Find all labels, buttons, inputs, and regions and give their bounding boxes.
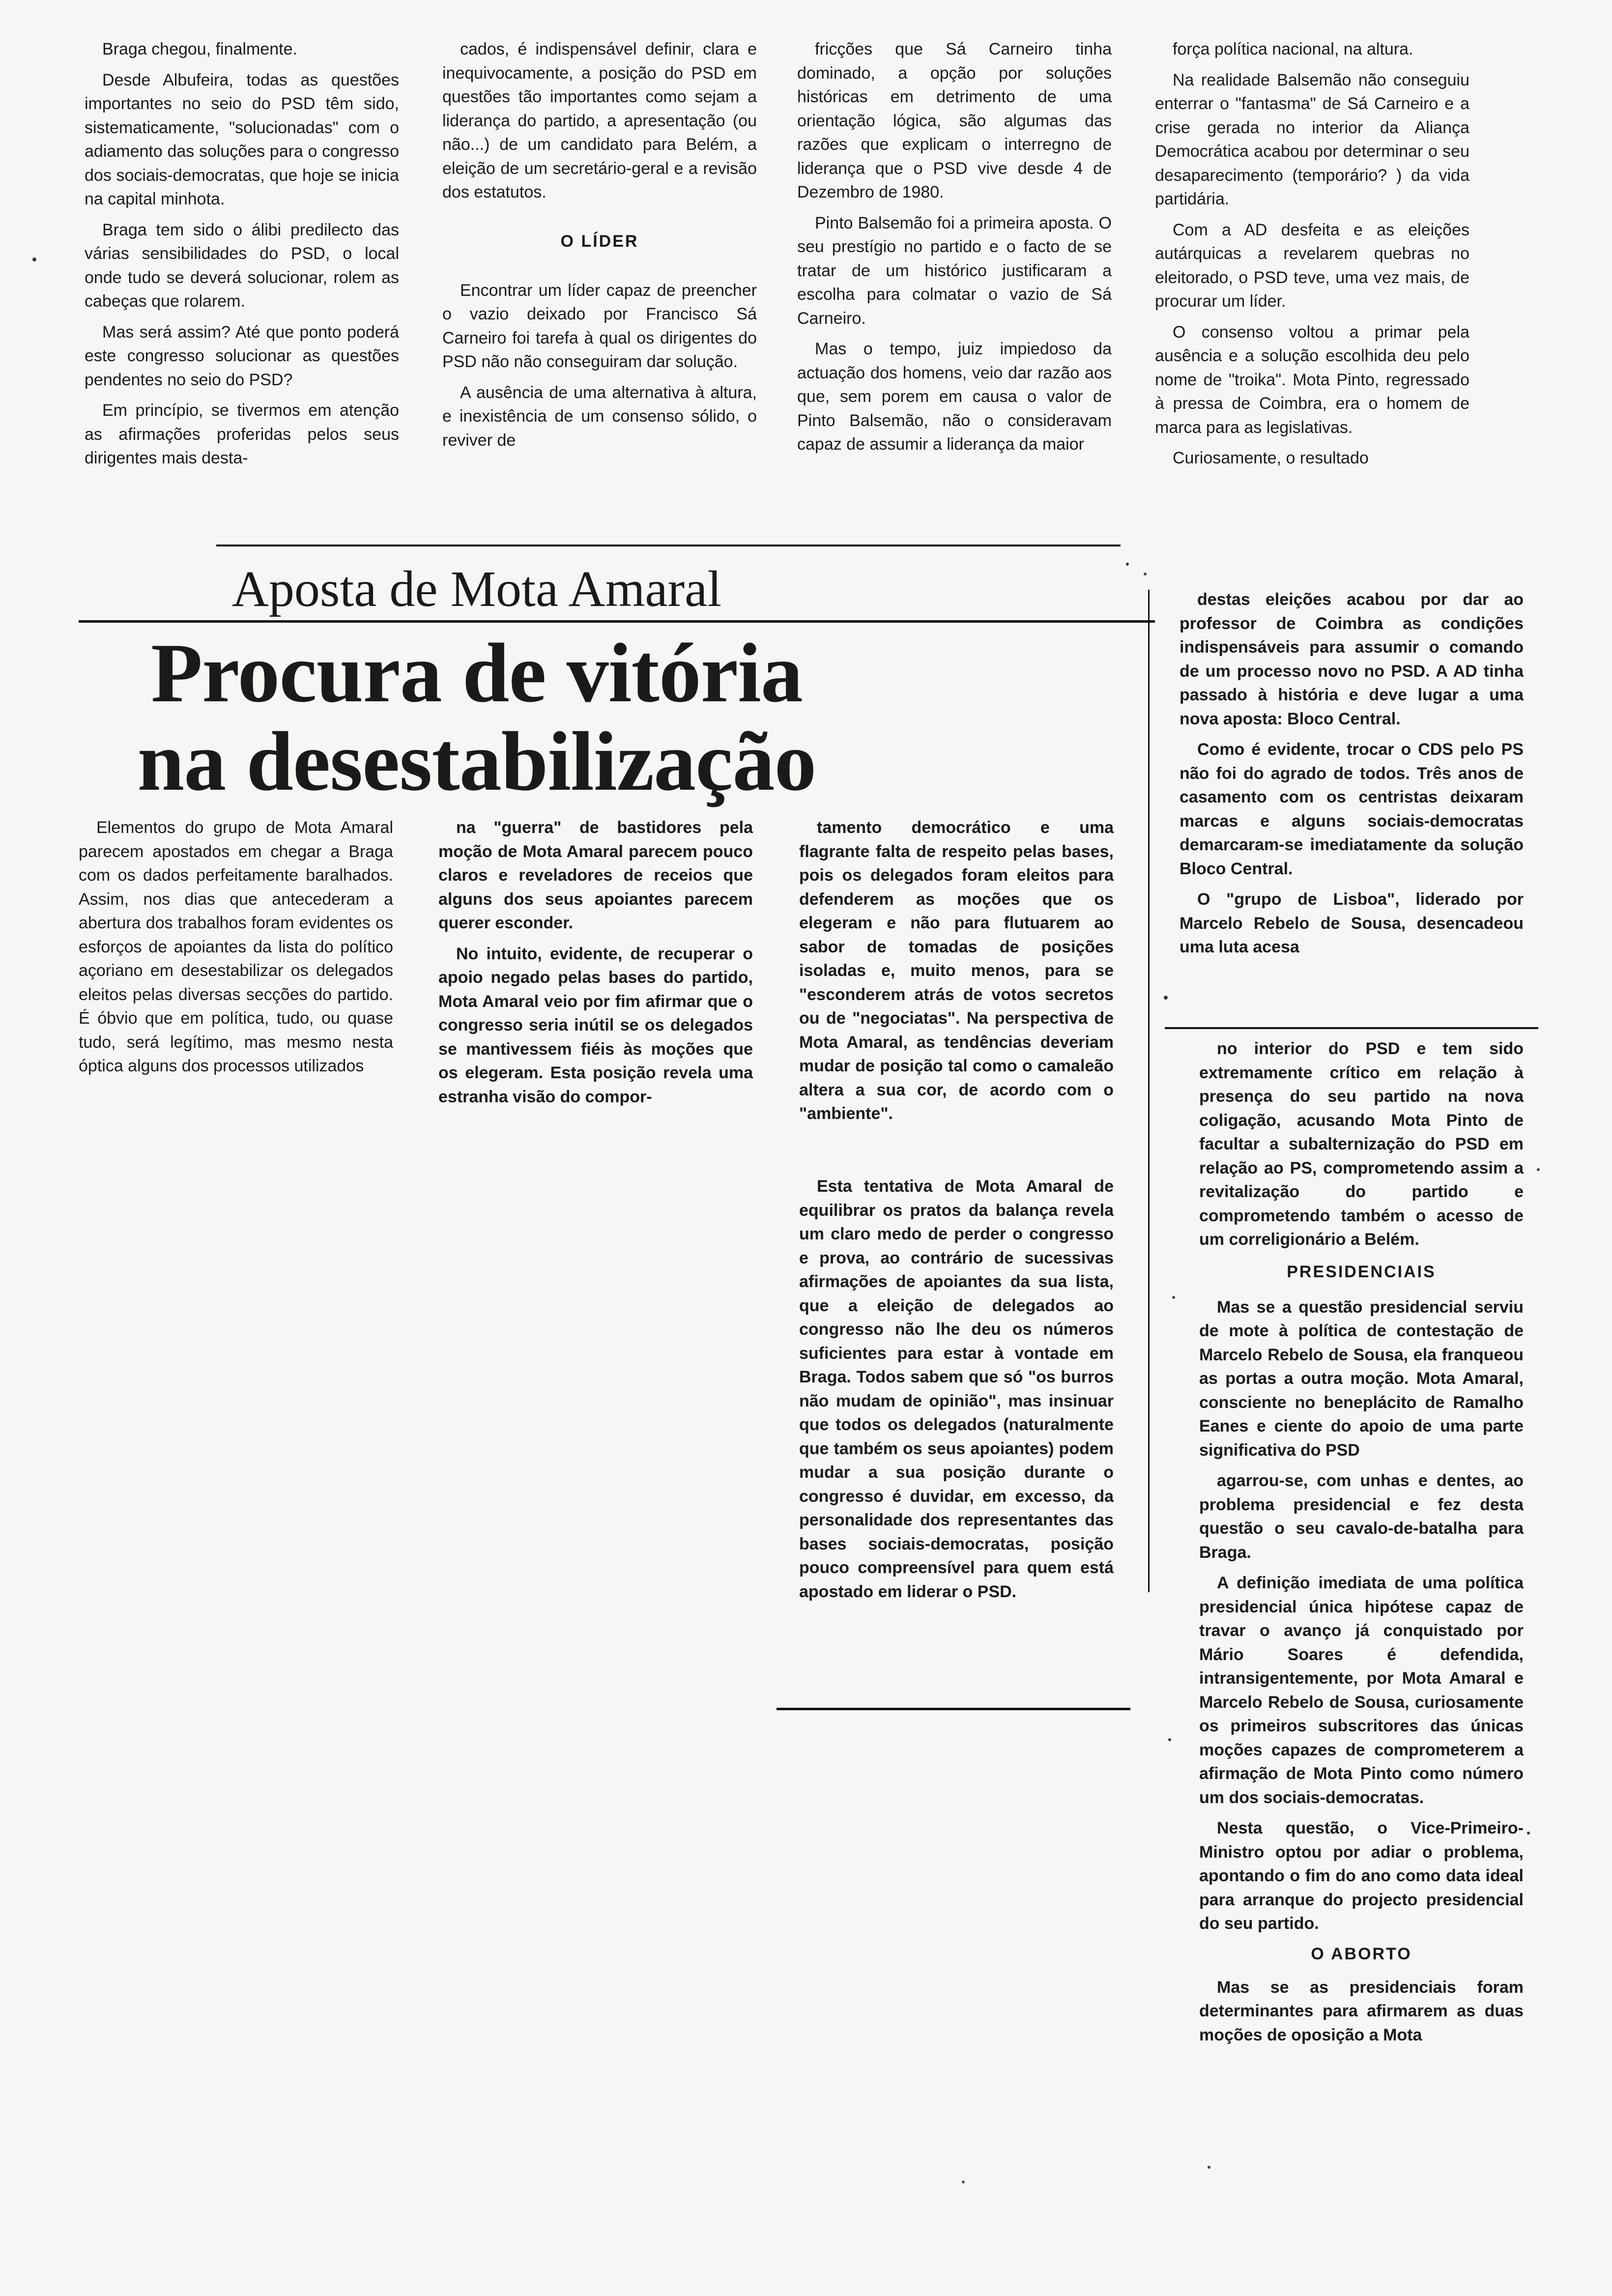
section-heading-o-lider: O LÍDER — [560, 231, 639, 251]
paragraph: Elementos do grupo de Mota Amaral parecem apostados em chegar a Braga com os dados perfeitamente baralhados. Assim, nos dias que antecederam a abertura dos trabalhos foram evidentes os esforços de apoiantes da lista do político açoriano em desestabilizar os delegados eleitos pelas diversas secções do partido. É óbvio que em política, tudo, ou quase tudo, será legítimo, mas mesmo nesta óptica alguns dos processos utilizados — [79, 818, 393, 1075]
upper-col-1 — [85, 37, 399, 477]
paragraph: Mas o tempo, juiz impiedoso da actuação dos homens, veio dar razão aos que, sem porem em causa o valor de Pinto Balsemão, não o consideravam capaz de assumir a liderança da maior — [797, 340, 1112, 454]
paragraph: Com a AD desfeita e as eleições autárquicas a revelarem quebras no eleitorado, o PSD teve, uma vez mais, de procurar um líder. — [1155, 220, 1469, 311]
paragraph: tamento democrático e uma flagrante falta de respeito pelas bases, pois os delegados foram eleitos para defenderem as moções que os elegeram e não para flutuarem ao sabor de tomadas de posições isoladas e, muito menos, para se "esconderem atrás de votos secretos ou de "negociatas". Na perspectiva de Mota Amaral, as tendências deveriam mudar de posição tal como o camaleão altera a sua cor, de acordo com o "ambiente". — [799, 818, 1114, 1123]
upper-col-4 — [1155, 37, 1469, 477]
paragraph: Encontrar um líder capaz de preencher o vazio deixado por Francisco Sá Carneiro foi tarefa à qual os dirigentes do PSD não não conseguiram dar solução. — [442, 281, 757, 371]
headline-line-1: Procura de vitória — [151, 627, 803, 720]
vertical-rule-right — [1148, 590, 1150, 1592]
rule-lower-col-3-end — [777, 1708, 1130, 1710]
lower-col-2 — [438, 816, 753, 1116]
lower-col-4-b-text — [1199, 1037, 1524, 1252]
paragraph: O consenso voltou a primar pela ausência e a solução escolhida deu pelo nome de "troika". Mota Pinto, regressado à pressa de Coimbra, era o homem de marca para as legislativas. — [1155, 322, 1469, 437]
paragraph: cados, é indispensável definir, clara e inequivocamente, a posição do PSD em questões tão importantes como sejam a liderança do partido, a apresentação (ou não...) de um candidato para Belém, a eleição de um secretário-geral e a revisão dos estatutos. — [442, 40, 757, 201]
lower-col-4-c-text — [1199, 1295, 1524, 1936]
paragraph: Nesta questão, o Vice-Primeiro-Ministro optou por adiar o problema, apontando o fim do ano como data ideal para arranque do projecto presidencial do seu partido. — [1199, 1819, 1524, 1933]
paragraph: na "guerra" de bastidores pela moção de Mota Amaral parecem pouco claros e reveladores de receios que alguns dos seus apoiantes parecem querer esconder. — [438, 818, 753, 932]
paragraph: agarrou-se, com unhas e dentes, ao problema presidencial e fez desta questão o seu cavalo-de-batalha para Braga. — [1199, 1471, 1524, 1562]
article-headline — [79, 629, 875, 806]
rule-col-4-break — [1165, 1027, 1538, 1029]
lower-col-1 — [79, 816, 393, 1085]
lower-col-4-b — [1199, 1037, 1524, 2054]
headline-line-2: na desestabilização — [137, 715, 816, 808]
paragraph: Desde Albufeira, todas as questões importantes no seio do PSD têm sido, sistematicamente, "solucionadas" com o adiamento das soluções para o congresso dos sociais-democratas, que hoje se inicia na capital minhota. — [85, 70, 399, 208]
paragraph: A definição imediata de uma política presidencial única hipótese capaz de travar o avanço já conquistado por Mário Soares é defendida, intransigentemente, por Mota Amaral e Marcelo Rebelo de Sousa, curiosamente os primeiros subscritores das únicas moções capazes de comprometerem a afirmação de Mota Pinto como número um dos sociais-democratas. — [1199, 1574, 1524, 1807]
paragraph: No intuito, evidente, de recuperar o apoio negado pelas bases do partido, Mota Amaral veio por fim afirmar que o congresso seria inútil se os delegados se mantivessem fiéis às moções que os elegeram. Esta posição revela uma estranha visão do compor- — [438, 944, 753, 1106]
rule-above-kicker — [216, 545, 1121, 546]
paragraph: A ausência de uma alternativa à altura, e inexistência de um consenso sólido, o reviver de — [442, 383, 757, 450]
paragraph: O "grupo de Lisboa", liderado por Marcelo Rebelo de Sousa, desencadeou uma luta acesa — [1180, 890, 1524, 956]
section-heading-presidenciais: PRESIDENCIAIS — [1287, 1262, 1436, 1281]
paragraph: Mas se a questão presidencial serviu de mote à política de contestação de Marcelo Rebelo de Sousa, ela franqueou as portas a outra moção. Mota Amaral, consciente no beneplácito de Ramalho Eanes e ciente do apoio de uma parte significativa do PSD — [1199, 1297, 1524, 1460]
paragraph: Mas se as presidenciais foram determinantes para afirmarem as duas moções de oposição a Mota — [1199, 1978, 1524, 2044]
paragraph: força política nacional, na altura. — [1173, 40, 1413, 58]
paragraph: Mas será assim? Até que ponto poderá este congresso solucionar as questões pendentes no seio do PSD? — [85, 322, 399, 389]
paragraph: Esta tentativa de Mota Amaral de equilibrar os pratos da balança revela um claro medo de perder o congresso e prova, ao contrário de sucessivas afirmações de apoiantes da sua lista, que a eleição de delegados ao congresso não lhe deu os números suficientes para estar à vontade em Braga. Todos sabem que só "os burros não mudam de opinião", mas insinuar que todos os delegados (naturalmente que também os seus apoiantes) podem mudar a sua posição durante o congresso é duvidar, em excesso, da personalidade dos representantes das bases sociais-democratas, posição pouco compreensível para quem está apostado em liderar o PSD. — [799, 1177, 1114, 1601]
article-kicker: Aposta de Mota Amaral — [231, 561, 722, 617]
paragraph: Em princípio, se tivermos em atenção as afirmações proferidas pelos seus dirigentes mais desta- — [85, 401, 399, 467]
paragraph: Braga chegou, finalmente. — [102, 40, 297, 58]
paragraph: destas eleições acabou por dar ao professor de Coimbra as condições indispensáveis para assumir o comando de um processo novo no PSD. A AD tinha passado à história e deve lugar a uma nova aposta: Bloco Central. — [1180, 590, 1524, 728]
lower-col-3-top — [799, 816, 1114, 1133]
section-heading-o-aborto: O ABORTO — [1311, 1944, 1412, 1963]
paragraph: Na realidade Balsemão não conseguiu enterrar o "fantasma" de Sá Carneiro e a crise gerada no interior da Aliança Democrática acabou por determinar o seu desaparecimento (temporário? ) da vida partidária. — [1155, 70, 1469, 208]
paragraph: no interior do PSD e tem sido extremamente crítico em relação à presença do seu partido na nova coligação, acusando Mota Pinto de facultar a subalternização do PSD em relação ao PS, comprometendo assim a revitalização do partido e comprometendo também o acesso de um correligionário a Belém. — [1199, 1039, 1524, 1249]
paragraph: Pinto Balsemão foi a primeira aposta. O seu prestígio no partido e o facto de se tratar de um histórico justificaram a escolha para colmatar o vazio de Sá Carneiro. — [797, 213, 1112, 328]
paragraph: fricções que Sá Carneiro tinha dominado, a opção por soluções históricas em detrimento de uma orientação lógica, são algumas das razões que explicam o interregno de liderança que o PSD vive desde 4 de Dezembro de 1980. — [797, 40, 1112, 201]
lower-col-3-bottom — [799, 1175, 1114, 1610]
paragraph: Como é evidente, trocar o CDS pelo PS não foi do agrado de todos. Três anos de casamento com os centristas deixaram marcas e alguns sociais-democratas demarcaram-se imediatamente da solução Bloco Central. — [1180, 740, 1524, 878]
lower-col-4-a — [1180, 588, 1524, 966]
rule-below-kicker — [79, 620, 1155, 623]
paragraph: Curiosamente, o resultado — [1173, 449, 1369, 467]
upper-col-2-text-a — [442, 37, 757, 204]
paragraph: Braga tem sido o álibi predilecto das várias sensibilidades do PSD, o local onde tudo se deverá solucionar, rolem as cabeças que rolarem. — [85, 220, 399, 311]
upper-col-2 — [442, 37, 757, 459]
upper-col-2-text-b — [442, 279, 757, 453]
upper-col-3 — [797, 37, 1112, 463]
lower-col-4-d-text — [1199, 1976, 1524, 2047]
